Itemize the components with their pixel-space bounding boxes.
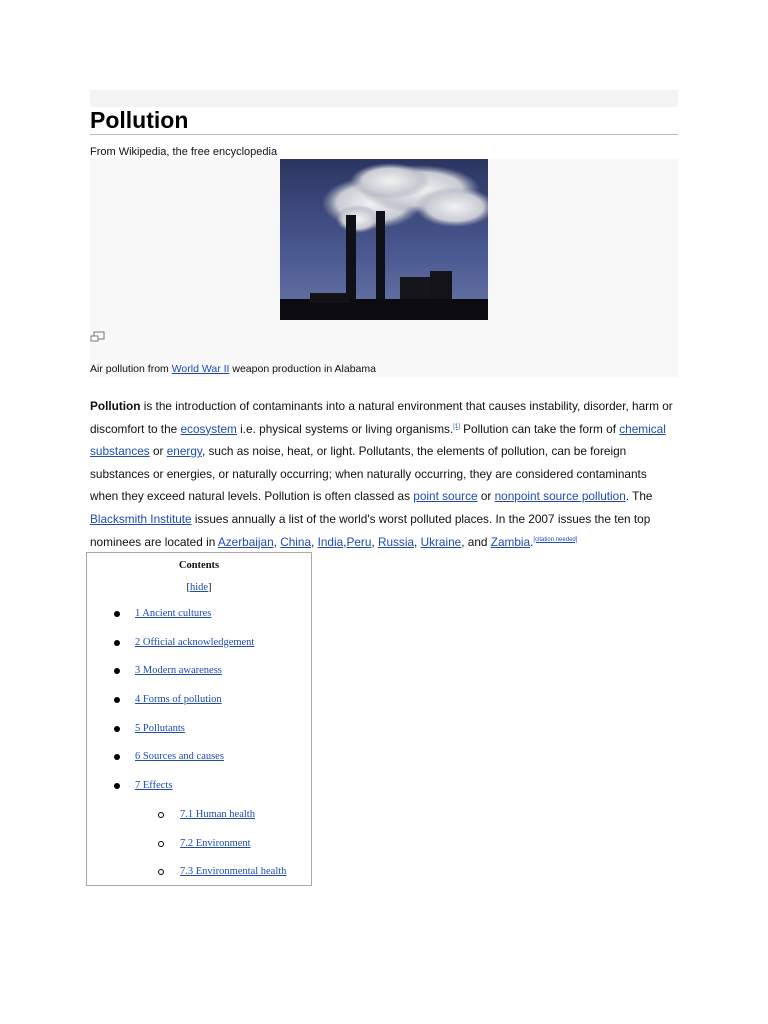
toc-item [87,722,311,751]
image-thumbnail [90,159,678,377]
smokestack-photo[interactable] [280,159,488,320]
article [90,90,678,553]
toc-link[interactable]: 5 Pollutants [135,722,185,734]
disc-bullet-icon [114,611,120,617]
world-war-ii-link[interactable]: World War II [171,363,230,375]
text: , [311,534,318,549]
text: , [273,534,281,549]
toc-item [87,837,311,866]
toc-hide-toggle [87,581,311,595]
disc-bullet-icon [114,783,120,789]
toc-item [87,636,311,665]
toc-link[interactable]: 4 Forms of pollution [135,694,222,706]
toc-hide-link[interactable]: hide [189,582,209,593]
toc-link[interactable]: 7.3 Environmental health [180,866,287,878]
text: or [477,489,495,504]
text: , [371,534,378,549]
peru-link[interactable]: Peru [346,534,372,549]
toc-list [87,607,311,894]
toc-item [87,693,311,722]
disc-bullet-icon [114,668,120,674]
china-link[interactable]: China [280,534,312,549]
toc-item [87,750,311,779]
text: , [343,534,347,549]
toc-item [87,664,311,693]
text: , and [461,534,491,549]
disc-bullet-icon [114,754,120,760]
text: issues annually a list of the world's worst polluted places. In the 2007 issues the ten top nominees are located in [90,511,651,549]
toc-item [87,607,311,636]
toc-link[interactable]: 7.2 Environment [180,837,251,849]
bold-term: Pollution [90,399,141,413]
text: or [149,444,167,459]
azerbaijan-link[interactable]: Azerbaijan [217,534,274,549]
energy-link[interactable]: energy [166,444,202,459]
image-caption [90,363,376,376]
text: Pollution can take the form of [459,421,620,436]
ukraine-link[interactable]: Ukraine [420,534,462,549]
toc-link[interactable]: 2 Official acknowledgement [135,636,255,648]
reference-1-link[interactable]: [1] [453,423,460,430]
toc-title: Contents [178,560,220,571]
text: i.e. physical systems or living organisms. [236,421,454,436]
toc-item [87,865,311,894]
nonpoint-source-link[interactable]: nonpoint source pollution [494,489,626,504]
bracket: ] [208,582,212,593]
text: . The [625,489,653,504]
toc-link[interactable]: 7.1 Human health [180,808,255,820]
toc-link[interactable]: 6 Sources and causes [135,751,224,763]
ecosystem-link[interactable]: ecosystem [180,421,237,436]
toc-item [87,808,311,837]
point-source-link[interactable]: point source [413,489,478,504]
top-strip [90,90,678,107]
toc-link[interactable]: 1 Ancient cultures [135,608,212,619]
disc-bullet-icon [114,726,120,732]
india-link[interactable]: India [317,534,344,549]
citation-needed-link[interactable]: [citation needed] [533,536,578,543]
chemical-substances-link[interactable]: chemical substances [90,421,666,459]
caption-text-end: weapon production in Alabama [229,363,376,375]
tagline: From Wikipedia, the free encyclopedia [90,146,278,158]
russia-link[interactable]: Russia [377,534,415,549]
text: is the introduction of contaminants into a natural environment that causes instability, disorder, harm or discomfort to the [90,399,673,436]
intro-paragraph [90,395,678,553]
toc-link[interactable]: 7 Effects [135,780,173,792]
toc-item [87,779,311,808]
page-title: Pollution [90,107,678,135]
disc-bullet-icon [114,640,120,646]
circle-bullet-icon [158,841,164,847]
enlarge-icon[interactable] [90,331,106,343]
caption-text: Air pollution from [90,363,172,375]
zambia-link[interactable]: Zambia [490,534,531,549]
disc-bullet-icon [114,697,120,703]
toc-link[interactable]: 3 Modern awareness [135,665,222,677]
table-of-contents [86,552,312,886]
circle-bullet-icon [158,812,164,818]
blacksmith-institute-link[interactable]: Blacksmith Institute [90,511,192,526]
text: . [530,534,534,549]
text: , [414,534,421,549]
bracket: [ [186,582,190,593]
circle-bullet-icon [158,869,164,875]
text: , such as noise, heat, or light. Pollutants, the elements of pollution, can be foreign substances or energies, or naturally occurring; when naturally occurring, they are considered contaminants when they exceed natural levels. Pollution is often classed as [90,444,647,504]
